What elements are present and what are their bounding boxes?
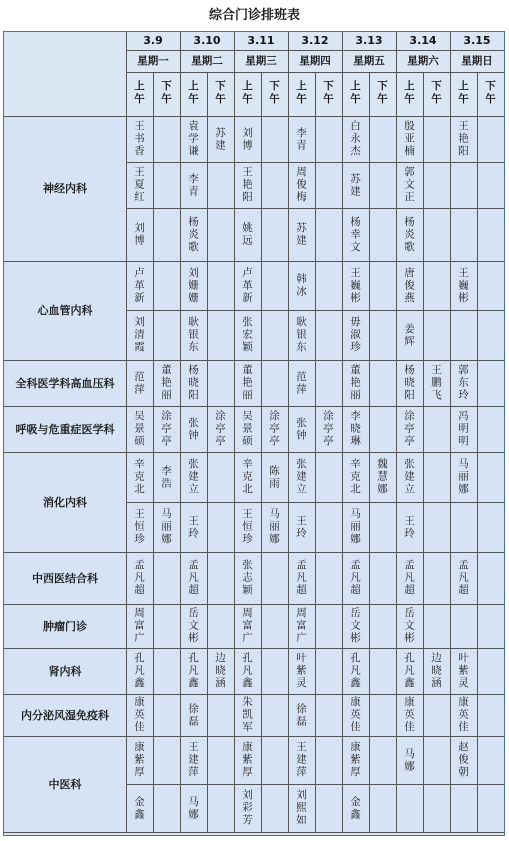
doctor-cell [396, 261, 423, 310]
doctor-cell [396, 406, 423, 452]
doctor-name: 朱凯军 [241, 696, 253, 734]
doctor-name: 边晓涵 [214, 652, 226, 690]
doctor-name: 陈雨 [268, 464, 280, 490]
doctor-name: 孟凡超 [187, 559, 199, 597]
doctor-cell [234, 694, 261, 736]
doctor-name: 孔凡鑫 [403, 652, 415, 690]
column-divider [477, 72, 478, 832]
doctor-name: 苏建 [214, 126, 226, 152]
doctor-cell [396, 648, 423, 694]
doctor-cell [342, 552, 369, 604]
doctor-cell [288, 452, 315, 502]
doctor-cell [396, 310, 423, 360]
doctor-name: 张建立 [403, 458, 415, 496]
doctor-name: 康英佳 [349, 696, 361, 734]
doctor-cell [288, 116, 315, 162]
doctor-cell [288, 604, 315, 648]
doctor-cell [126, 261, 153, 310]
doctor-name: 周富广 [295, 607, 307, 645]
doctor-name: 王建萍 [187, 741, 199, 779]
doctor-cell [450, 648, 477, 694]
doctor-name: 周俊梅 [295, 166, 307, 204]
doctor-name: 王巍彬 [457, 266, 469, 305]
department-name-line: 肿瘤门诊 [43, 619, 87, 633]
doctor-cell [180, 604, 207, 648]
morning-label: 上午 [242, 80, 253, 105]
doctor-cell [288, 360, 315, 406]
day-date: 3.13 [355, 34, 383, 47]
morning-label: 上午 [350, 80, 361, 105]
doctor-cell [450, 694, 477, 736]
doctor-cell [288, 261, 315, 310]
department-name-line: 肾内科 [48, 664, 82, 678]
doctor-name: 马娜 [187, 795, 199, 821]
doctor-name: 康英佳 [457, 696, 469, 734]
doctor-name: 徐磊 [187, 702, 199, 728]
doctor-cell [288, 502, 315, 552]
department-name-line: 消化内科 [43, 495, 87, 509]
doctor-cell [450, 452, 477, 502]
doctor-cell [234, 310, 261, 360]
department-name [4, 552, 126, 604]
doctor-name: 辛克北 [349, 458, 361, 496]
doctor-cell [396, 502, 423, 552]
doctor-cell [288, 648, 315, 694]
doctor-cell [342, 116, 369, 162]
doctor-name: 叶紫灵 [295, 652, 307, 690]
doctor-name: 孔凡鑫 [241, 652, 253, 690]
doctor-name: 杨晓阳 [403, 364, 415, 402]
doctor-cell [342, 452, 369, 502]
doctor-name: 马丽娜 [349, 508, 361, 546]
doctor-cell [288, 310, 315, 360]
doctor-cell [450, 552, 477, 604]
day-weekday: 星期三 [245, 55, 277, 67]
doctor-cell [342, 208, 369, 261]
doctor-name: 孟凡超 [133, 559, 145, 597]
doctor-cell [207, 406, 234, 452]
doctor-name: 刘博 [133, 222, 145, 247]
department-name [4, 452, 126, 552]
doctor-name: 刘博 [241, 126, 253, 152]
doctor-cell [180, 452, 207, 502]
doctor-name: 董艳丽 [241, 364, 253, 402]
column-divider [234, 32, 235, 832]
doctor-cell [288, 736, 315, 784]
doctor-cell [126, 162, 153, 208]
doctor-cell [288, 162, 315, 208]
doctor-cell [180, 310, 207, 360]
doctor-name: 周富广 [241, 607, 253, 645]
doctor-cell [234, 162, 261, 208]
doctor-name: 毋淑珍 [349, 316, 361, 354]
doctor-name: 王夏红 [133, 166, 145, 204]
doctor-cell [180, 502, 207, 552]
doctor-cell [288, 406, 315, 452]
doctor-name: 董艳丽 [349, 364, 361, 402]
header-divider [4, 116, 504, 117]
morning-label: 上午 [458, 80, 469, 105]
doctor-name: 孟凡超 [403, 559, 415, 597]
morning-label: 上午 [296, 80, 307, 105]
doctor-name: 袁学谦 [187, 120, 199, 158]
doctor-name: 范萍 [295, 370, 307, 396]
doctor-cell [126, 502, 153, 552]
doctor-cell [450, 116, 477, 162]
doctor-cell [180, 162, 207, 208]
doctor-name: 周富广 [133, 607, 145, 645]
day-weekday: 星期六 [407, 55, 439, 67]
doctor-cell [234, 648, 261, 694]
day-date: 3.11 [247, 34, 275, 47]
day-weekday: 星期一 [137, 55, 169, 67]
doctor-name: 涂亭亭 [268, 410, 280, 448]
doctor-cell [342, 162, 369, 208]
doctor-cell [126, 310, 153, 360]
column-divider [369, 72, 370, 832]
doctor-cell [369, 452, 396, 502]
doctor-cell [288, 208, 315, 261]
doctor-name: 郭文正 [403, 166, 415, 204]
doctor-cell [396, 116, 423, 162]
department-name-line: 中西医结合科 [32, 571, 98, 585]
doctor-cell [342, 310, 369, 360]
doctor-name: 张建立 [295, 458, 307, 496]
doctor-cell [234, 502, 261, 552]
department-name [4, 604, 126, 648]
doctor-cell [288, 694, 315, 736]
doctor-name: 王玲 [295, 514, 307, 540]
doctor-cell [261, 502, 288, 552]
doctor-name: 李晓琳 [349, 410, 361, 448]
column-divider [261, 72, 262, 832]
doctor-name: 岳文彬 [349, 607, 361, 645]
doctor-cell [126, 694, 153, 736]
doctor-cell [396, 162, 423, 208]
morning-label: 上午 [404, 80, 415, 105]
department-name-line: 危重症医学科 [48, 422, 115, 436]
doctor-cell [180, 406, 207, 452]
day-date: 3.12 [301, 34, 329, 47]
doctor-name: 辛克北 [241, 458, 253, 496]
doctor-name: 范萍 [133, 370, 145, 396]
doctor-cell [153, 452, 180, 502]
doctor-cell [342, 648, 369, 694]
doctor-cell [207, 116, 234, 162]
doctor-cell [234, 208, 261, 261]
department-name-line: 中医科 [48, 777, 82, 791]
doctor-cell [342, 694, 369, 736]
doctor-name: 王艳阳 [241, 166, 253, 204]
doctor-name: 康紫厚 [241, 741, 253, 779]
doctor-cell [180, 648, 207, 694]
doctor-cell [234, 261, 261, 310]
doctor-cell [450, 736, 477, 784]
doctor-name: 边晓涵 [430, 652, 442, 690]
header-divider [126, 50, 504, 51]
doctor-name: 苏建 [349, 172, 361, 198]
doctor-cell [342, 736, 369, 784]
doctor-name: 岳文彬 [187, 607, 199, 645]
afternoon-label: 下午 [215, 80, 226, 105]
doctor-cell [342, 261, 369, 310]
doctor-cell [342, 360, 369, 406]
doctor-name: 徐磊 [295, 702, 307, 728]
doctor-cell [180, 694, 207, 736]
morning-label: 上午 [134, 80, 145, 105]
column-divider [207, 72, 208, 832]
column-divider [450, 32, 451, 832]
doctor-name: 孟凡超 [457, 559, 469, 597]
doctor-cell [180, 261, 207, 310]
doctor-cell [288, 552, 315, 604]
doctor-name: 孔凡鑫 [133, 652, 145, 690]
doctor-name: 张建立 [187, 458, 199, 496]
doctor-name: 张志颖 [241, 559, 253, 597]
doctor-name: 孟凡超 [295, 559, 307, 597]
doctor-name: 耿银东 [187, 316, 199, 354]
doctor-name: 杨晓阳 [187, 364, 199, 402]
doctor-name: 叶紫灵 [457, 652, 469, 690]
doctor-cell [126, 648, 153, 694]
column-divider [153, 72, 154, 832]
doctor-name: 孔凡鑫 [349, 652, 361, 690]
doctor-cell [342, 502, 369, 552]
doctor-cell [342, 604, 369, 648]
afternoon-label: 下午 [431, 80, 442, 105]
doctor-name: 李青 [187, 172, 199, 198]
department-name [4, 648, 126, 694]
doctor-cell [207, 648, 234, 694]
doctor-cell [180, 552, 207, 604]
doctor-name: 涂亭亭 [160, 410, 172, 448]
doctor-name: 董艳丽 [160, 364, 172, 402]
doctor-name: 刘熙如 [295, 789, 307, 827]
doctor-cell [180, 116, 207, 162]
doctor-cell [126, 452, 153, 502]
department-name [4, 736, 126, 832]
doctor-cell [180, 784, 207, 832]
doctor-cell [450, 406, 477, 452]
column-divider [342, 32, 343, 832]
doctor-name: 王巍彬 [349, 266, 361, 305]
doctor-name: 辛克北 [133, 458, 145, 496]
department-name-line: 全科医学科 [15, 376, 71, 390]
doctor-cell [396, 694, 423, 736]
doctor-name: 姚远 [241, 222, 253, 247]
column-divider [423, 72, 424, 832]
column-divider [396, 32, 397, 832]
doctor-cell [126, 736, 153, 784]
doctor-name: 殷亚楠 [403, 120, 415, 158]
doctor-cell [126, 604, 153, 648]
doctor-name: 涂亭亭 [214, 410, 226, 448]
doctor-name: 王玲 [187, 514, 199, 540]
doctor-cell [234, 452, 261, 502]
doctor-name: 姜辉 [403, 322, 415, 348]
doctor-name: 康紫厚 [349, 741, 361, 779]
doctor-cell [126, 406, 153, 452]
doctor-name: 王玲 [403, 514, 415, 540]
department-name [4, 406, 126, 452]
doctor-cell [234, 736, 261, 784]
day-date: 3.9 [143, 34, 163, 47]
doctor-cell [315, 406, 342, 452]
doctor-cell [180, 736, 207, 784]
afternoon-label: 下午 [323, 80, 334, 105]
department-name [4, 360, 126, 406]
department-name [4, 261, 126, 360]
doctor-name: 孟凡超 [349, 559, 361, 597]
day-date: 3.10 [193, 34, 221, 47]
doctor-cell [423, 360, 450, 406]
doctor-name: 韩冰 [295, 273, 307, 298]
doctor-cell [396, 552, 423, 604]
doctor-cell [396, 736, 423, 784]
department-name-line: 心血管内科 [37, 304, 93, 317]
doctor-name: 金鑫 [349, 795, 361, 821]
doctor-cell [342, 406, 369, 452]
doctor-name: 王建萍 [295, 741, 307, 779]
doctor-name: 康英佳 [403, 696, 415, 734]
doctor-name: 刘姗姗 [187, 266, 199, 305]
doctor-name: 岳文彬 [403, 607, 415, 645]
afternoon-label: 下午 [161, 80, 172, 105]
department-name-line: 神经内科 [43, 182, 87, 195]
doctor-name: 冯明明 [457, 410, 469, 448]
department-name [4, 116, 126, 261]
doctor-cell [423, 648, 450, 694]
doctor-name: 张钟 [187, 416, 199, 442]
department-name [4, 694, 126, 736]
doctor-name: 李浩 [160, 464, 172, 490]
afternoon-label: 下午 [269, 80, 280, 105]
doctor-cell [396, 604, 423, 648]
doctor-cell [261, 406, 288, 452]
doctor-cell [234, 406, 261, 452]
department-name-line: 内分泌风湿免疫科 [21, 708, 109, 722]
column-divider [180, 32, 181, 832]
doctor-name: 王书香 [133, 120, 145, 158]
doctor-name: 涂亭亭 [403, 410, 415, 448]
doctor-name: 王恒珍 [133, 508, 145, 546]
doctor-cell [396, 360, 423, 406]
doctor-name: 吴景硕 [241, 410, 253, 448]
doctor-cell [126, 360, 153, 406]
doctor-name: 孔凡鑫 [187, 652, 199, 690]
doctor-name: 金鑫 [133, 795, 145, 821]
doctor-name: 杨幸文 [349, 215, 361, 254]
doctor-name: 马丽娜 [160, 508, 172, 546]
doctor-name: 刘彩芳 [241, 789, 253, 827]
doctor-name: 白永杰 [349, 120, 361, 158]
doctor-name: 卢革新 [241, 266, 253, 305]
day-date: 3.15 [463, 34, 491, 47]
doctor-name: 郭东玲 [457, 364, 469, 402]
doctor-cell [396, 208, 423, 261]
doctor-cell [180, 360, 207, 406]
doctor-cell [234, 784, 261, 832]
day-weekday: 星期四 [299, 55, 331, 67]
department-name-line: 高血压科 [70, 376, 115, 390]
afternoon-label: 下午 [377, 80, 388, 105]
doctor-name: 魏慧娜 [376, 458, 388, 496]
doctor-name: 杨炎歌 [187, 215, 199, 254]
doctor-cell [180, 208, 207, 261]
doctor-cell [153, 406, 180, 452]
morning-label: 上午 [188, 80, 199, 105]
doctor-cell [153, 502, 180, 552]
doctor-name: 王鹏飞 [430, 364, 442, 402]
doctor-name: 马丽娜 [457, 458, 469, 496]
day-date: 3.14 [409, 34, 437, 47]
department-divider [4, 832, 504, 833]
doctor-cell [450, 261, 477, 310]
doctor-name: 张钟 [295, 416, 307, 442]
doctor-cell [126, 784, 153, 832]
doctor-name: 杨炎歌 [403, 215, 415, 254]
doctor-name: 刘清霞 [133, 316, 145, 354]
doctor-cell [126, 116, 153, 162]
department-name-line: 呼吸与 [15, 422, 49, 436]
doctor-cell [126, 208, 153, 261]
schedule-table [3, 31, 505, 836]
doctor-cell [234, 604, 261, 648]
doctor-name: 马娜 [403, 747, 415, 773]
doctor-cell [288, 784, 315, 832]
doctor-cell [261, 452, 288, 502]
doctor-name: 苏建 [295, 222, 307, 247]
doctor-name: 康紫厚 [133, 741, 145, 779]
doctor-name: 马丽娜 [268, 508, 280, 546]
doctor-name: 涂亭亭 [322, 410, 334, 448]
day-weekday: 星期二 [191, 55, 223, 67]
doctor-name: 张宏颖 [241, 316, 253, 354]
column-divider [126, 32, 127, 832]
page-title: 综合门诊排班表 [208, 8, 300, 23]
doctor-name: 赵俊朝 [457, 741, 469, 779]
doctor-cell [396, 452, 423, 502]
day-weekday: 星期日 [461, 55, 493, 67]
doctor-name: 耿银东 [295, 316, 307, 354]
doctor-cell [450, 360, 477, 406]
doctor-name: 李青 [295, 126, 307, 152]
doctor-cell [234, 360, 261, 406]
doctor-cell [153, 360, 180, 406]
doctor-name: 吴景硕 [133, 410, 145, 448]
day-weekday: 星期五 [353, 55, 385, 67]
doctor-cell [234, 552, 261, 604]
doctor-name: 王恒珍 [241, 508, 253, 546]
doctor-name: 卢革新 [133, 266, 145, 305]
doctor-cell [126, 552, 153, 604]
column-divider [288, 32, 289, 832]
doctor-cell [342, 784, 369, 832]
afternoon-label: 下午 [485, 80, 496, 105]
column-divider [315, 72, 316, 832]
doctor-name: 唐俊燕 [403, 266, 415, 305]
doctor-name: 康英佳 [133, 696, 145, 734]
doctor-cell [234, 116, 261, 162]
doctor-name: 王艳阳 [457, 120, 469, 158]
